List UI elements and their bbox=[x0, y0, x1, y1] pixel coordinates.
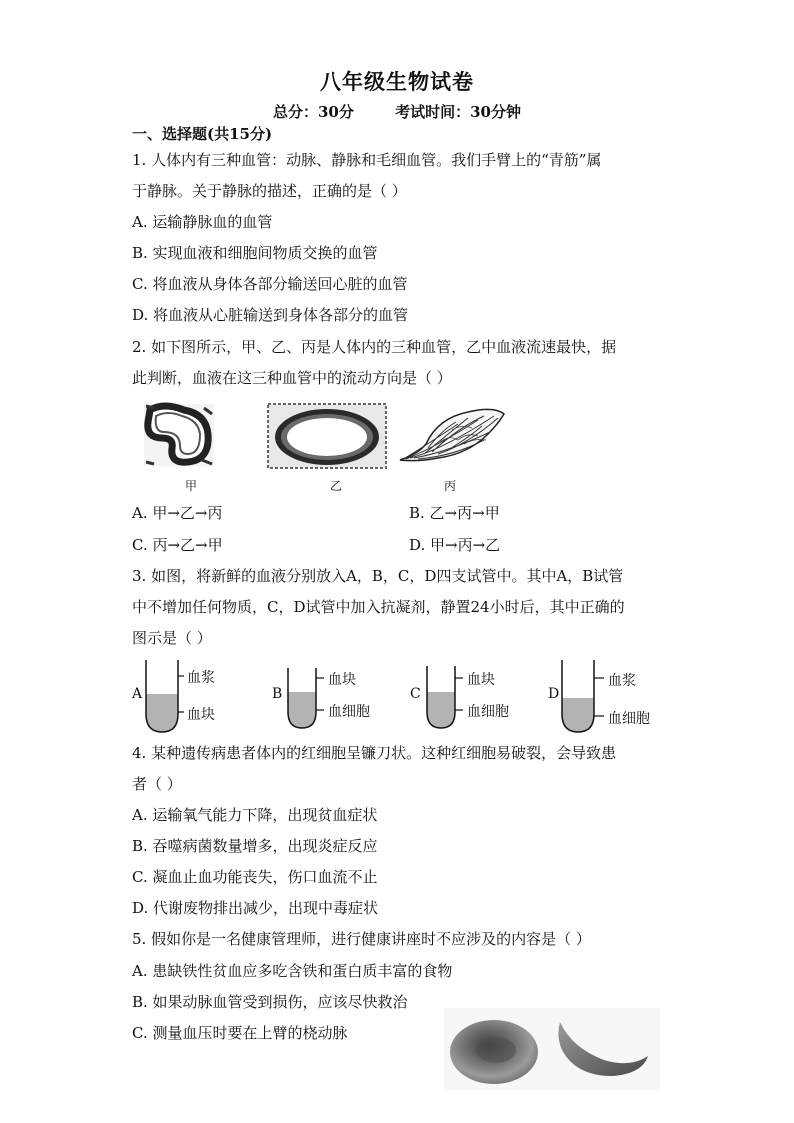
tube-a-letter: A bbox=[132, 686, 143, 702]
tube-b-bottom-label: 血细胞 bbox=[328, 704, 370, 720]
q3-stem-line1: 3. 如图，将新鲜的血液分别放入A，B，C，D四支试管中。其中A，B试管 bbox=[132, 567, 624, 585]
q5-option-b: B. 如果动脉血管受到损伤，应该尽快救治 bbox=[132, 993, 408, 1011]
vessel-yi-figure bbox=[268, 404, 386, 468]
q4-option-b: B. 吞噬病菌数量增多，出现炎症反应 bbox=[132, 837, 378, 855]
q5-stem-line1: 5. 假如你是一名健康管理师，进行健康讲座时不应涉及的内容是（ ） bbox=[132, 930, 591, 948]
q2-stem-line2: 此判断，血液在这三种血管中的流动方向是（ ） bbox=[132, 369, 452, 387]
q5-option-c: C. 测量血压时要在上臂的桡动脉 bbox=[132, 1024, 348, 1042]
q3-stem-line2: 中不增加任何物质，C，D试管中加入抗凝剂，静置24小时后，其中正确的 bbox=[132, 598, 625, 616]
q1-stem-line1: 1. 人体内有三种血管：动脉、静脉和毛细血管。我们手臂上的“青筋”属 bbox=[132, 151, 602, 169]
tube-d-letter: D bbox=[548, 686, 560, 702]
test-tube-a bbox=[144, 658, 184, 734]
test-tube-b bbox=[286, 666, 326, 730]
q4-option-a: A. 运输氧气能力下降，出现贫血症状 bbox=[132, 806, 378, 824]
q4-option-d: D. 代谢废物排出减少，出现中毒症状 bbox=[132, 899, 379, 917]
q2-option-c: C. 丙→乙→甲 bbox=[132, 536, 223, 554]
tube-a-top-label: 血浆 bbox=[187, 670, 215, 686]
q1-option-d: D. 将血液从心脏输送到身体各部分的血管 bbox=[132, 306, 409, 324]
q2-option-d: D. 甲→丙→乙 bbox=[409, 536, 501, 554]
q4-option-c: C. 凝血止血功能丧失，伤口血流不止 bbox=[132, 868, 378, 886]
q1-option-c: C. 将血液从身体各部分输送回心脏的血管 bbox=[132, 275, 408, 293]
tube-c-letter: C bbox=[410, 686, 421, 702]
test-tube-d bbox=[560, 658, 604, 734]
q1-stem-line2: 于静脉。关于静脉的描述，正确的是（ ） bbox=[132, 182, 407, 200]
tube-b-letter: B bbox=[272, 686, 283, 702]
q4-stem-line1: 4. 某种遗传病患者体内的红细胞呈镰刀状。这种红细胞易破裂，会导致患 bbox=[132, 744, 617, 762]
q5-option-a: A. 患缺铁性贫血应多吃含铁和蛋白质丰富的食物 bbox=[132, 962, 453, 980]
tube-d-top-label: 血浆 bbox=[608, 673, 636, 689]
tube-a-bottom-label: 血块 bbox=[187, 707, 215, 723]
exam-time: 考试时间：30分钟 bbox=[395, 103, 521, 121]
figure-label-jia: 甲 bbox=[185, 479, 198, 493]
page-title: 八年级生物试卷 bbox=[320, 69, 474, 94]
q3-stem-line3: 图示是（ ） bbox=[132, 629, 212, 647]
tube-c-top-label: 血块 bbox=[467, 672, 495, 688]
tube-c-bottom-label: 血细胞 bbox=[467, 704, 509, 720]
vessel-jia-figure bbox=[144, 404, 214, 466]
red-blood-cell-image bbox=[444, 1008, 660, 1090]
tube-b-top-label: 血块 bbox=[328, 672, 356, 688]
q4-stem-line2: 者（ ） bbox=[132, 775, 182, 793]
test-tube-c bbox=[425, 664, 465, 730]
exam-info bbox=[0, 101, 794, 122]
q2-option-b: B. 乙→丙→甲 bbox=[409, 504, 500, 522]
section-heading: 一、选择题(共15分) bbox=[132, 125, 273, 143]
total-score: 总分：30分 bbox=[273, 103, 354, 121]
q1-option-b: B. 实现血液和细胞间物质交换的血管 bbox=[132, 244, 378, 262]
figure-label-bing: 丙 bbox=[444, 479, 457, 493]
q1-option-a: A. 运输静脉血的血管 bbox=[132, 213, 273, 231]
vessel-bing-figure bbox=[398, 404, 508, 464]
tube-d-bottom-label: 血细胞 bbox=[608, 711, 650, 727]
figure-label-yi: 乙 bbox=[330, 479, 343, 493]
q2-stem-line1: 2. 如下图所示，甲、乙、丙是人体内的三种血管，乙中血液流速最快，据 bbox=[132, 338, 617, 356]
q2-option-a: A. 甲→乙→丙 bbox=[132, 504, 223, 522]
